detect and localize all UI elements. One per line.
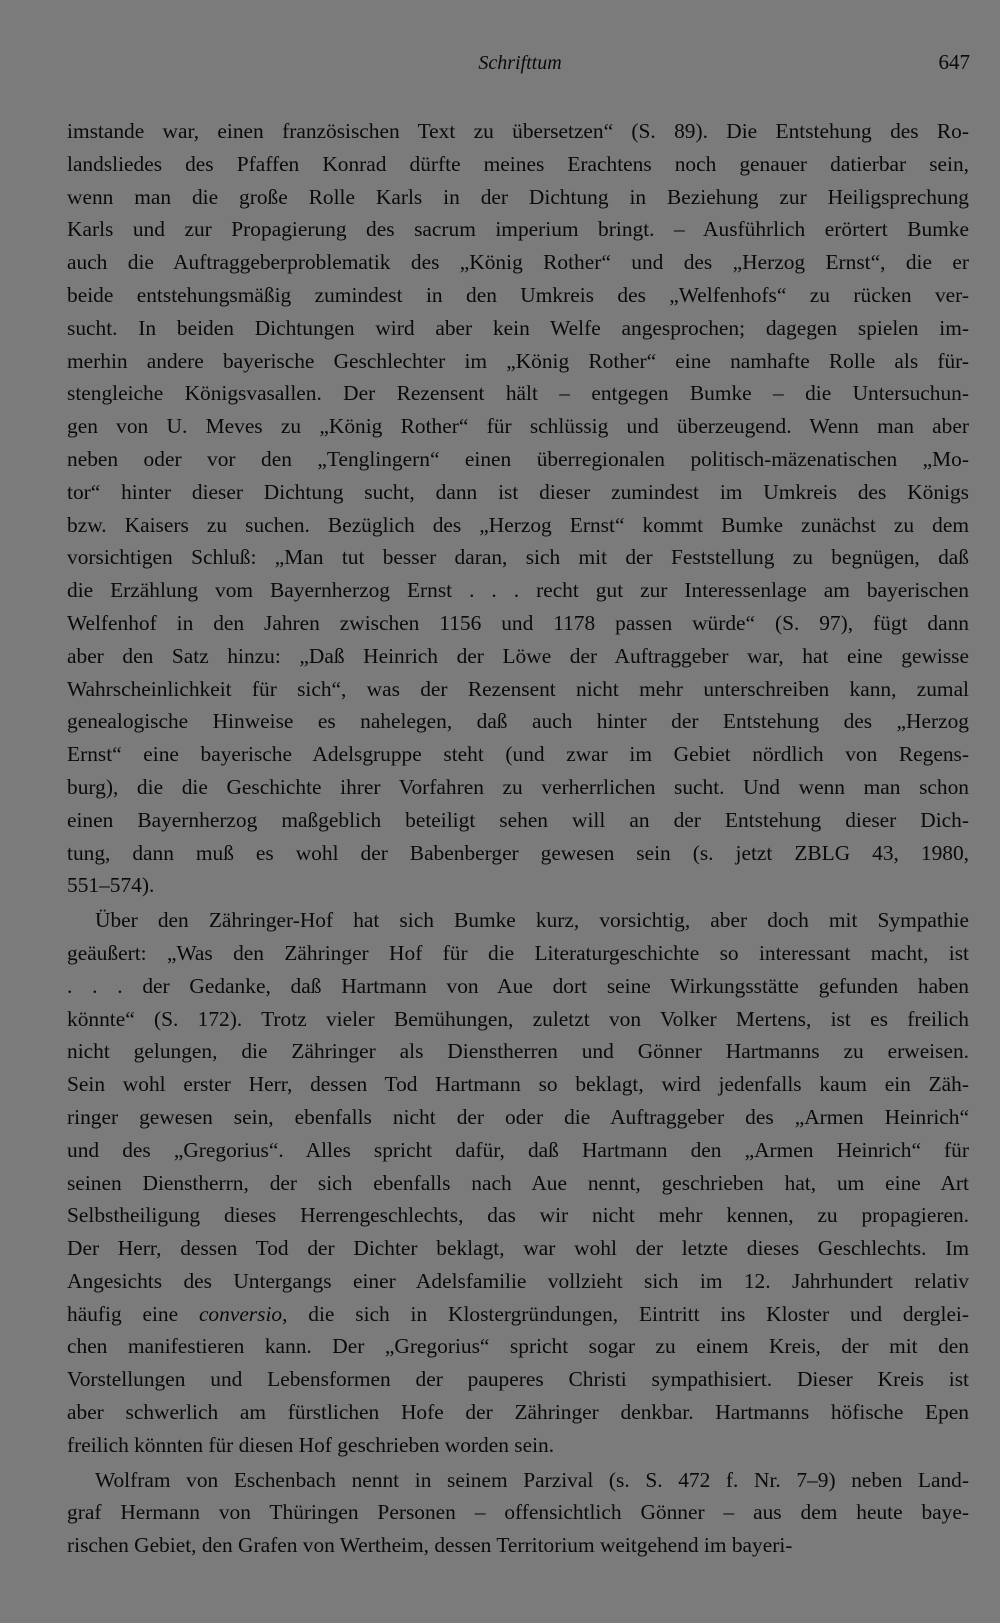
text-line: Sein wohl erster Herr, dessen Tod Hartmann so beklagt, wird jedenfalls kaum ein Zäh- bbox=[67, 1072, 969, 1097]
text-line: sucht. In beiden Dichtungen wird aber kein Welfe angesprochen; dagegen spielen im- bbox=[67, 315, 969, 340]
text-line: freilich könnten für diesen Hof geschrieben worden sein. bbox=[67, 1432, 555, 1457]
italic-term: conversio bbox=[198, 1301, 283, 1326]
text-line: Über den Zähringer-Hof hat sich Bumke kurz, vorsichtig, aber doch mit Sympathie bbox=[95, 908, 969, 933]
text-line: Ernst“ eine bayerische Adelsgruppe steht (und zwar im Gebiet nördlich von Regens- bbox=[67, 742, 969, 767]
text-line: genealogische Hinweise es nahelegen, daß auch hinter der Entstehung des „Herzog bbox=[67, 709, 969, 734]
text-line: burg), die die Geschichte ihrer Vorfahren zu verherrlichen sucht. Und wenn man schon bbox=[67, 774, 969, 799]
text-line: stengleiche Königsvasallen. Der Rezensent hält – entgegen Bumke – die Untersuchun- bbox=[67, 381, 969, 406]
text-line: Vorstellungen und Lebensformen der pauperes Christi sympathisiert. Dieser Kreis ist bbox=[67, 1367, 969, 1392]
text-line: imstande war, einen französischen Text zu übersetzen“ (S. 89). Die Entstehung des Ro- bbox=[67, 119, 969, 143]
text-line: geäußert: „Was den Zähringer Hof für die Literaturgeschichte so interessant macht, ist bbox=[67, 940, 969, 965]
text-line: Wahrscheinlichkeit für sich“, was der Rezensent nicht mehr unterschreiben kann, zumal bbox=[67, 676, 969, 701]
text-line: Der Herr, dessen Tod der Dichter beklagt, war wohl der letzte dieses Geschlechts. Im bbox=[67, 1236, 969, 1261]
page-header bbox=[0, 50, 1000, 84]
text-line: merhin andere bayerische Geschlechter im „König Rother“ eine namhafte Rolle als für- bbox=[67, 348, 969, 373]
text-line: Selbstheiligung dieses Herrengeschlechts, das wir nicht mehr kennen, zu propagieren. bbox=[67, 1203, 969, 1228]
text-line: aber den Satz hinzu: „Daß Heinrich der Löwe der Auftraggeber war, hat eine gewisse bbox=[67, 643, 969, 668]
text-line: Karls und zur Propagierung des sacrum imperium bringt. – Ausführlich erörtert Bumke bbox=[67, 217, 969, 242]
text-line: und des „Gregorius“. Alles spricht dafür, daß Hartmann den „Armen Heinrich“ für bbox=[67, 1137, 969, 1162]
text-line: wenn man die große Rolle Karls in der Dichtung in Beziehung zur Heiligsprechung bbox=[67, 184, 969, 209]
body-text bbox=[67, 115, 969, 1562]
text-line: tor“ hinter dieser Dichtung sucht, dann ist dieser zumindest im Umkreis des Königs bbox=[67, 479, 969, 504]
text-line: könnte“ (S. 172). Trotz vieler Bemühungen, zuletzt von Volker Mertens, ist es freilich bbox=[67, 1006, 969, 1031]
text-line: auch die Auftraggeberproblematik des „König Rother“ und des „Herzog Ernst“, die er bbox=[67, 250, 969, 275]
text-line: die Erzählung vom Bayernherzog Ernst . . . recht gut zur Interessenlage am bayerischen bbox=[67, 578, 969, 603]
text-line: graf Hermann von Thüringen Personen – offensichtlich Gönner – aus dem heute baye- bbox=[67, 1500, 969, 1525]
running-title: Schrifttum bbox=[478, 52, 562, 74]
text-line: seinen Dienstherrn, der sich ebenfalls nach Aue nennt, geschrieben hat, um eine Art bbox=[67, 1170, 969, 1195]
text-line: . . . der Gedanke, daß Hartmann von Aue dort seine Wirkungsstätte gefunden haben bbox=[67, 973, 969, 998]
text-line: rischen Gebiet, den Grafen von Wertheim, dessen Territorium weitgehend im bayeri- bbox=[67, 1533, 793, 1558]
text-line: Angesichts des Untergangs einer Adelsfamilie vollzieht sich im 12. Jahrhundert relativ bbox=[67, 1268, 969, 1293]
text-line: beide entstehungsmäßig zumindest in den Umkreis des „Welfenhofs“ zu rücken ver- bbox=[67, 282, 969, 307]
text-line: chen manifestieren kann. Der „Gregorius“ spricht sogar zu einem Kreis, der mit den bbox=[67, 1334, 969, 1359]
text-line: 551–574). bbox=[67, 873, 155, 898]
text-line: bzw. Kaisers zu suchen. Bezüglich des „Herzog Ernst“ kommt Bumke zunächst zu dem bbox=[67, 512, 969, 537]
text-line: nicht gelungen, die Zähringer als Dienstherren und Gönner Hartmanns zu erweisen. bbox=[67, 1039, 969, 1064]
text-line: Wolfram von Eschenbach nennt in seinem Parzival (s. S. 472 f. Nr. 7–9) neben Land- bbox=[95, 1467, 969, 1492]
text-line: häufig eine conversio, die sich in Klostergründungen, Eintritt ins Kloster und derglei- bbox=[67, 1301, 970, 1326]
text-line: Welfenhof in den Jahren zwischen 1156 und 1178 passen würde“ (S. 97), fügt dann bbox=[67, 610, 969, 635]
text-line: landsliedes des Pfaffen Konrad dürfte meines Erachtens noch genauer datierbar sein, bbox=[67, 151, 969, 176]
text-line: gen von U. Meves zu „König Rother“ für schlüssig und überzeugend. Wenn man aber bbox=[67, 414, 969, 439]
page-number: 647 bbox=[938, 50, 970, 74]
text-line: tung, dann muß es wohl der Babenberger gewesen sein (s. jetzt ZBLG 43, 1980, bbox=[67, 840, 969, 865]
text-line: vorsichtigen Schluß: „Man tut besser daran, sich mit der Feststellung zu begnügen, daß bbox=[67, 545, 969, 570]
paragraph-3 bbox=[67, 1464, 969, 1562]
paragraph-2 bbox=[67, 904, 969, 1462]
text-line: einen Bayernherzog maßgeblich beteiligt sehen will an der Entstehung dieser Dich- bbox=[67, 807, 969, 832]
text-line: neben oder vor den „Tenglingern“ einen überregionalen politisch-mäzenatischen „Mo- bbox=[67, 446, 969, 471]
text-line: ringer gewesen sein, ebenfalls nicht der oder die Auftraggeber des „Armen Heinrich“ bbox=[67, 1104, 969, 1129]
text-line: aber schwerlich am fürstlichen Hofe der Zähringer denkbar. Hartmanns höfische Epen bbox=[67, 1400, 969, 1425]
paragraph-1 bbox=[67, 115, 969, 902]
